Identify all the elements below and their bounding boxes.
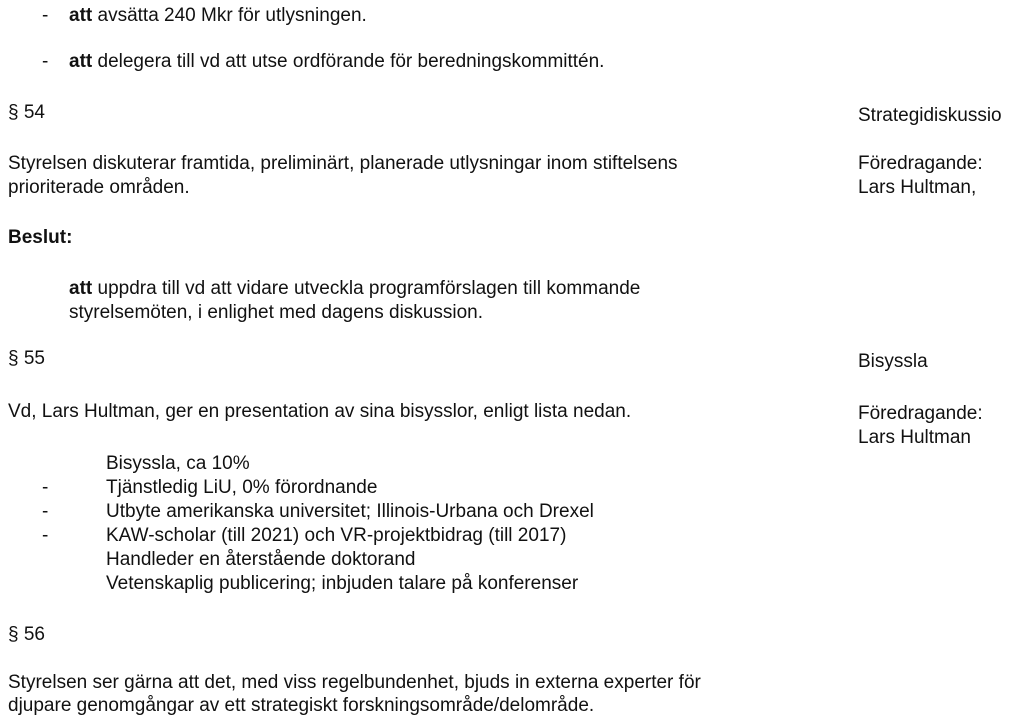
section-55-presenter-label: Föredragande: [858,403,983,424]
bullet-allocate-funds [69,4,367,28]
section-56-body-line-2: djupare genomgångar av ett strategiskt forskningsområde/delområde. [8,695,595,716]
section-54-body-line-1: Styrelsen diskuterar framtida, preliminärt, planerade utlysningar inom stiftelsens [8,153,678,174]
section-55-title: Bisyssla [858,351,928,372]
att-keyword: att [69,5,93,26]
decision-line-2: styrelsemöten, i enlighet med dagens diskussion. [69,302,484,323]
list-dash: - [42,501,49,522]
section-54-presenter-name: Lars Hultman, [858,177,977,198]
side-activity-item: Bisyssla, ca 10% [106,453,250,474]
side-activity-item: KAW-scholar (till 2021) och VR-projektbidrag (till 2017) [106,525,567,546]
decision-label: Beslut: [8,227,73,248]
bullet-dash: - [42,5,49,26]
bullet-text: delegera till vd att utse ordförande för beredningskommittén. [92,51,605,72]
side-activity-item: Tjänstledig LiU, 0% förordnande [106,477,378,498]
section-55-number: § 55 [8,348,45,369]
section-55-intro: Vd, Lars Hultman, ger en presentation av sina bisysslor, enligt lista nedan. [8,401,632,422]
section-54-title: Strategidiskussio [858,105,1002,126]
att-keyword: att [69,278,93,299]
section-54-number: § 54 [8,102,45,123]
bullet-dash: - [42,51,49,72]
bullet-text: avsätta 240 Mkr för utlysningen. [92,5,367,26]
section-55-presenter-name: Lars Hultman [858,427,971,448]
side-activity-item: Vetenskaplig publicering; inbjuden talare på konferenser [106,573,579,594]
decision-line-1 [69,277,640,301]
section-56-body-line-1: Styrelsen ser gärna att det, med viss regelbundenhet, bjuds in externa experter för [8,672,701,693]
section-54-presenter-label: Föredragande: [858,153,983,174]
list-dash: - [42,525,49,546]
side-activity-item: Utbyte amerikanska universitet; Illinois-Urbana och Drexel [106,501,594,522]
section-56-number: § 56 [8,624,45,645]
bullet-delegate-chair [69,50,604,74]
list-dash: - [42,477,49,498]
section-54-body-line-2: prioriterade områden. [8,177,190,198]
att-keyword: att [69,51,93,72]
side-activity-item: Handleder en återstående doktorand [106,549,416,570]
decision-text: uppdra till vd att vidare utveckla programförslagen till kommande [92,278,641,299]
